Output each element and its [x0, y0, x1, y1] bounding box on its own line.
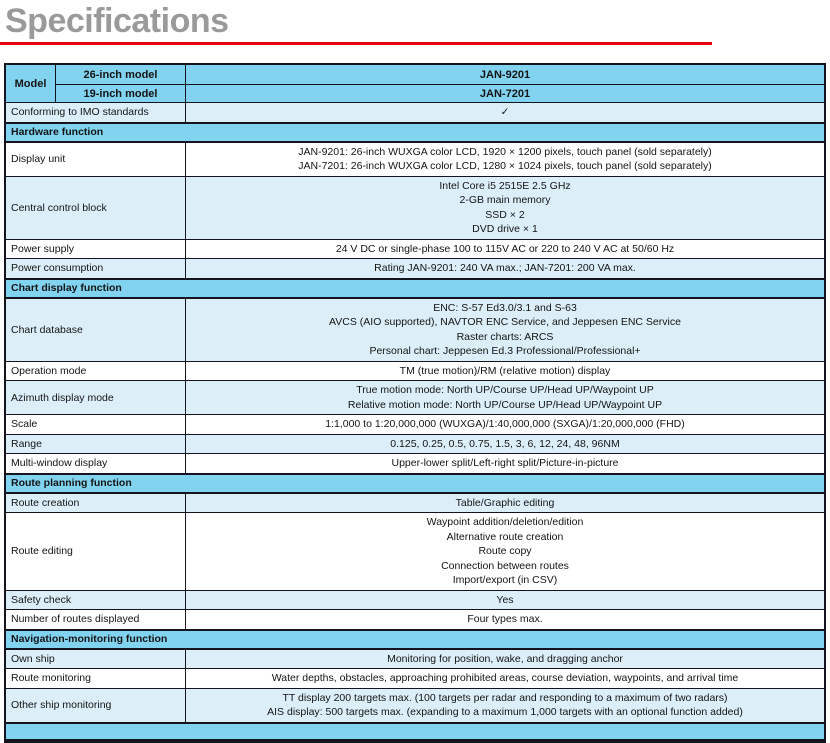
row-value-line: 0.125, 0.25, 0.5, 0.75, 1.5, 3, 6, 12, 24, 48, 96NM [390, 437, 620, 450]
row-value-line: Waypoint addition/deletion/edition [426, 516, 584, 528]
row-value [186, 240, 824, 259]
row-value [186, 650, 824, 669]
row-value [186, 259, 824, 278]
row-label: Power supply [6, 240, 186, 259]
table-row [6, 512, 824, 590]
section-title: Hardware function [11, 125, 104, 138]
row-value [186, 610, 824, 629]
model-header-block [6, 65, 824, 102]
row-value [186, 381, 824, 414]
row-value [186, 362, 824, 381]
section-title: Navigation-monitoring function [11, 632, 168, 645]
row-label: Range [6, 435, 186, 454]
row-value-line: Rating JAN-9201: 240 VA max.; JAN-7201: 200 VA max. [374, 262, 636, 274]
row-value [186, 513, 824, 590]
page-title: Specifications [5, 2, 229, 40]
row-value-line: Table/Graphic editing [455, 496, 555, 509]
row-label: Route editing [6, 513, 186, 590]
row-value-line: 24 V DC or single-phase 100 to 115V AC or 220 to 240 V AC at 50/60 Hz [335, 242, 675, 255]
row-value [186, 415, 824, 434]
row-value-line: Water depths, obstacles, approaching prohibited areas, course deviation, waypoints, and arrival time [271, 672, 739, 684]
model-number-jan7201: JAN-7201 [479, 87, 531, 100]
row-value [186, 689, 824, 722]
row-value-line: SSD × 2 [485, 208, 525, 221]
row-value-line: JAN-7201: 26-inch WUXGA color LCD, 1280 × 1024 pixels, touch panel (sold separately) [298, 160, 712, 172]
section-header [6, 278, 824, 299]
specifications-table [4, 63, 826, 743]
table-row [6, 590, 824, 610]
row-value-line: AIS display: 500 targets max. (expanding to a maximum 1,000 targets with an optional function added) [267, 706, 743, 718]
row-value-line: Raster charts: ARCS [456, 330, 554, 343]
row-value [186, 143, 824, 176]
row-value [186, 454, 824, 473]
table-row [6, 299, 824, 361]
table-row [6, 609, 824, 629]
section-title: Chart display function [11, 281, 122, 294]
row-value-line: ENC: S-57 Ed3.0/3.1 and S-63 [433, 301, 577, 314]
row-label: Operation mode [6, 362, 186, 381]
row-label: Safety check [6, 591, 186, 610]
model-size-19: 19-inch model [56, 85, 186, 102]
row-value-line: Personal chart: Jeppesen Ed.3 Professional/Professional+ [369, 345, 641, 357]
row-value-line: Relative motion mode: North UP/Course UP/Head UP/Waypoint UP [347, 398, 663, 411]
row-label: Power consumption [6, 259, 186, 278]
row-value [186, 299, 824, 361]
row-value-line: Upper-lower split/Left-right split/Picture-in-picture [391, 457, 619, 469]
row-value-line: JAN-9201: 26-inch WUXGA color LCD, 1920 × 1200 pixels, touch panel (sold separately) [298, 145, 712, 158]
row-value-line: Yes [496, 593, 514, 606]
row-value [186, 669, 824, 688]
row-value-line: ✓ [500, 106, 510, 118]
row-value-line: AVCS (AIO supported), NAVTOR ENC Service, and Jeppesen ENC Service [329, 316, 681, 328]
row-value-line: 2-GB main memory [459, 194, 551, 206]
row-label: Chart database [6, 299, 186, 361]
row-label: Number of routes displayed [6, 610, 186, 629]
row-value-line: Connection between routes [441, 559, 569, 572]
row-value [186, 435, 824, 454]
row-label: Own ship [6, 650, 186, 669]
table-row [6, 143, 824, 176]
row-value-line: Alternative route creation [446, 530, 564, 543]
row-label: Other ship monitoring [6, 689, 186, 722]
table-row [6, 494, 824, 513]
row-value [186, 177, 824, 239]
section-title: Route planning function [11, 476, 132, 489]
table-row [6, 668, 824, 688]
row-value-line: Intel Core i5 2515E 2.5 GHz [439, 179, 571, 192]
row-label: Central control block [6, 177, 186, 239]
table-row [6, 361, 824, 381]
model-header-label: Model [6, 65, 56, 102]
row-value-line: 1:1,000 to 1:20,000,000 (WUXGA)/1:40,000,000 (SXGA)/1:20,000,000 (FHD) [325, 418, 685, 430]
table-row [6, 176, 824, 239]
section-header [6, 122, 824, 143]
row-value [186, 103, 824, 122]
table-row [6, 434, 824, 454]
row-value [186, 494, 824, 513]
row-label: Scale [6, 415, 186, 434]
row-value-line: Four types max. [467, 613, 543, 625]
row-value-line: Route copy [478, 545, 532, 557]
row-value-line: True motion mode: North UP/Course UP/Head UP/Waypoint UP [356, 384, 654, 396]
row-label: Multi-window display [6, 454, 186, 473]
title-rule-divider [0, 42, 712, 45]
row-label: Display unit [6, 143, 186, 176]
row-value-line: Import/export (in CSV) [452, 574, 558, 586]
section-header [6, 722, 824, 741]
row-label: Conforming to IMO standards [6, 103, 186, 122]
section-header [6, 629, 824, 650]
table-row [6, 688, 824, 722]
table-row [6, 380, 824, 414]
row-value-line: DVD drive × 1 [472, 223, 538, 235]
table-row [6, 258, 824, 278]
row-label: Route monitoring [6, 669, 186, 688]
model-size-26: 26-inch model [56, 65, 186, 85]
table-row [6, 453, 824, 473]
row-label: Azimuth display mode [6, 381, 186, 414]
section-header [6, 473, 824, 494]
model-number-jan9201: JAN-9201 [186, 65, 824, 85]
row-value-line: TT display 200 targets max. (100 targets per radar and responding to a maximum of two radars) [282, 691, 728, 704]
table-row [6, 650, 824, 669]
table-rows-container [6, 102, 824, 741]
table-row [6, 414, 824, 434]
row-value-line: Monitoring for position, wake, and dragging anchor [387, 652, 623, 665]
table-row [6, 239, 824, 259]
row-value-line: TM (true motion)/RM (relative motion) display [399, 364, 611, 377]
row-label: Route creation [6, 494, 186, 513]
row-value [186, 591, 824, 610]
table-row [6, 102, 824, 122]
